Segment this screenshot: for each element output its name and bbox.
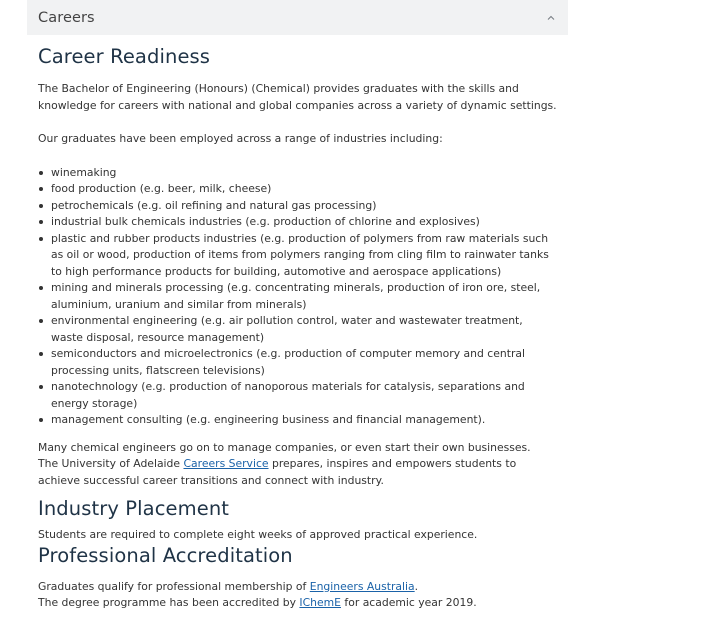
careers-panel	[27, 0, 568, 612]
chevron-up-icon[interactable]	[546, 13, 556, 23]
careers-accordion-toggle[interactable]	[27, 0, 568, 35]
careers-pre-text: The University of Adelaide	[38, 457, 184, 470]
career-readiness-intro: The Bachelor of Engineering (Honours) (Chemical) provides graduates with the skills and knowledge for careers with national and global companies across a variety of dynamic settings.	[38, 82, 557, 112]
accordion-title: Careers	[38, 9, 95, 26]
list-item: petrochemicals (e.g. oil refining and natural gas processing)	[51, 198, 557, 215]
list-item: nanotechnology (e.g. production of nanoporous materials for catalysis, separations and energy storage)	[51, 379, 557, 412]
careers-paragraph	[38, 440, 557, 490]
career-readiness-heading: Career Readiness	[38, 45, 211, 68]
list-item: plastic and rubber products industries (e.g. production of polymers from raw materials such as oil or wood, production of items from polymers ranging from cling film to rainwater tanks to high performance products for building, automotive and aerospace applications)	[51, 231, 557, 281]
list-item: semiconductors and microelectronics (e.g. production of computer memory and central processing units, flatscreen televisions)	[51, 346, 557, 379]
industries-intro: Our graduates have been employed across a range of industries including:	[38, 132, 443, 145]
list-item: winemaking	[51, 165, 557, 182]
list-item: mining and minerals processing (e.g. concentrating minerals, production of iron ore, steel, aluminium, uranium and similar from minerals)	[51, 280, 557, 313]
list-item: food production (e.g. beer, milk, cheese)	[51, 181, 557, 198]
membership-post-text: .	[414, 579, 419, 593]
list-item: management consulting (e.g. engineering business and financial management).	[51, 412, 557, 429]
engineers-australia-link[interactable]: Engineers Australia	[309, 579, 415, 593]
industries-list	[38, 165, 557, 429]
degree-post-text: for academic year 2019.	[340, 596, 477, 609]
professional-accreditation-heading: Professional Accreditation	[38, 543, 293, 567]
industry-placement-text: Students are required to complete eight weeks of approved practical experience.	[38, 528, 478, 541]
icheme-link[interactable]: IChemE	[299, 596, 341, 609]
careers-service-link[interactable]: Careers Service	[183, 457, 269, 470]
membership-pre-text: Graduates qualify for professional membership of	[38, 579, 310, 593]
list-item: environmental engineering (e.g. air pollution control, water and wastewater treatment, waste disposal, resource management)	[51, 313, 557, 346]
accreditation-paragraph	[38, 579, 557, 612]
many-engineers-text: Many chemical engineers go on to manage companies, or even start their own businesses.	[38, 440, 531, 454]
degree-pre-text: The degree programme has been accredited by	[38, 596, 300, 609]
industry-placement-heading: Industry Placement	[38, 497, 230, 520]
accordion-content	[27, 35, 568, 612]
list-item: industrial bulk chemicals industries (e.g. production of chlorine and explosives)	[51, 214, 557, 231]
careers-post-text: prepares, inspires and empowers students to achieve successful career transitions and connect with industry.	[38, 457, 517, 487]
